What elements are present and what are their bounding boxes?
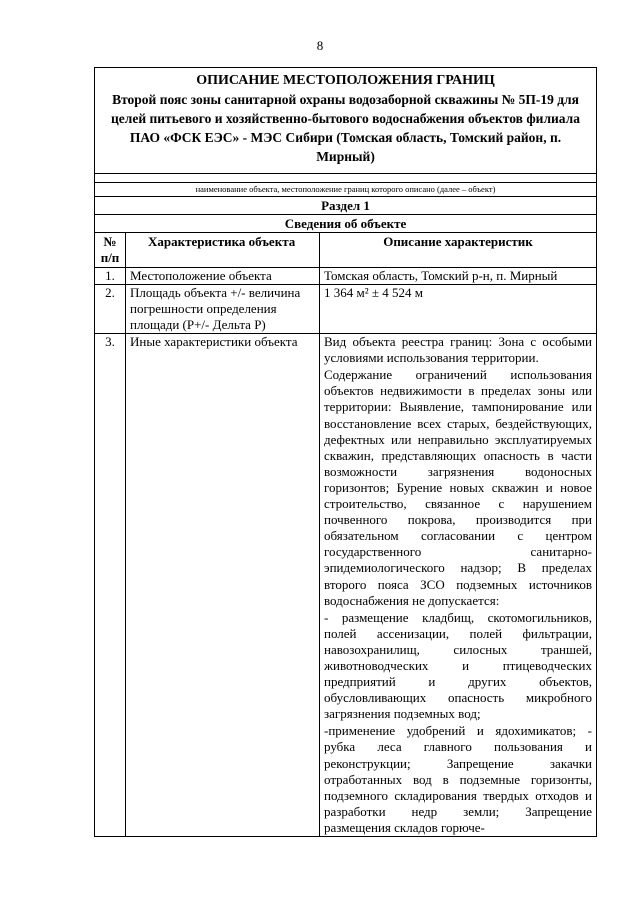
caption-row: [95, 183, 597, 197]
title-row: [95, 68, 597, 174]
description-paragraph: - размещение кладбищ, скотомогильников, полей ассенизации, полей фильтрации, навозохранилищ, силосных траншей, животноводческих и птицеводческих предприятий и других объектов, обусловливающих опасность микробного загрязнения подземных вод;: [324, 609, 593, 722]
row-num: 3.: [95, 334, 126, 837]
boundary-description-table: [94, 67, 597, 837]
row-description: [320, 285, 597, 334]
description-paragraph: 1 364 м² ± 4 524 м: [324, 285, 423, 301]
row-description: [320, 334, 597, 837]
section-subtitle-row: [95, 215, 597, 233]
row-characteristic: Площадь объекта +/- величина погрешности определения площади (Р+/- Дельта Р): [126, 285, 320, 334]
row-description: [320, 268, 597, 285]
row-characteristic: Иные характеристики объекта: [126, 334, 320, 837]
main-title: ОПИСАНИЕ МЕСТОПОЛОЖЕНИЯ ГРАНИЦ: [196, 73, 495, 88]
description-paragraph: Вид объекта реестра границ: Зона с особыми условиями использования территории.: [324, 334, 593, 366]
section-title: Раздел 1: [95, 197, 597, 215]
section-title-row: [95, 197, 597, 215]
header-row: [95, 233, 597, 268]
page-number: 8: [316, 38, 324, 53]
section-subtitle: Сведения об объекте: [95, 215, 597, 233]
description-paragraph: Томская область, Томский р-н, п. Мирный: [324, 268, 558, 283]
row-num: 1.: [95, 268, 126, 285]
header-description: Описание характеристик: [320, 233, 597, 268]
header-characteristic: Характеристика объекта: [126, 233, 320, 268]
description-paragraph: Содержание ограничений использования объектов недвижимости в пределах зоны или территории: Выявление, тампонирование или восстановление всех старых, бездействующих, дефектных или неправильно эксплуатируемых скважин, представляющих опасность в части возможности загрязнения водоносных горизонтов; Бурение новых скважин и новое строительство, связанное с нарушением почвенного покрова, производится при обязательном согласовании с центром государственного санитарно-эпидемиологического надзор; В пределах второго пояса ЗСО подземных источников водоснабжения не допускается:: [324, 367, 593, 608]
document-title: [95, 68, 597, 174]
spacer-cell: [95, 174, 597, 183]
header-num: № п/п: [95, 233, 126, 268]
table-row: [95, 285, 597, 334]
object-caption: наименование объекта, местоположение границ которого описано (далее – объект): [95, 183, 597, 197]
table-row: [95, 268, 597, 285]
row-characteristic: Местоположение объекта: [126, 268, 320, 285]
row-num: 2.: [95, 285, 126, 334]
table-row: [95, 334, 597, 837]
object-title: Второй пояс зоны санитарной охраны водозаборной скважины № 5П-19 для целей питьевого и хозяйственно-бытового водоснабжения объектов филиала ПАО «ФСК ЕЭС» - МЭС Сибири (Томская область, Томский район, п. Мирный): [111, 92, 580, 164]
description-paragraph: -применение удобрений и ядохимикатов; - рубка леса главного пользования и реконструкции; Запрещение закачки отработанных вод в подземные горизонты, подземного складирования твердых отходов и разработки недр земли; Запрещение размещения складов горюче-: [324, 723, 593, 835]
spacer-row: [95, 174, 597, 183]
